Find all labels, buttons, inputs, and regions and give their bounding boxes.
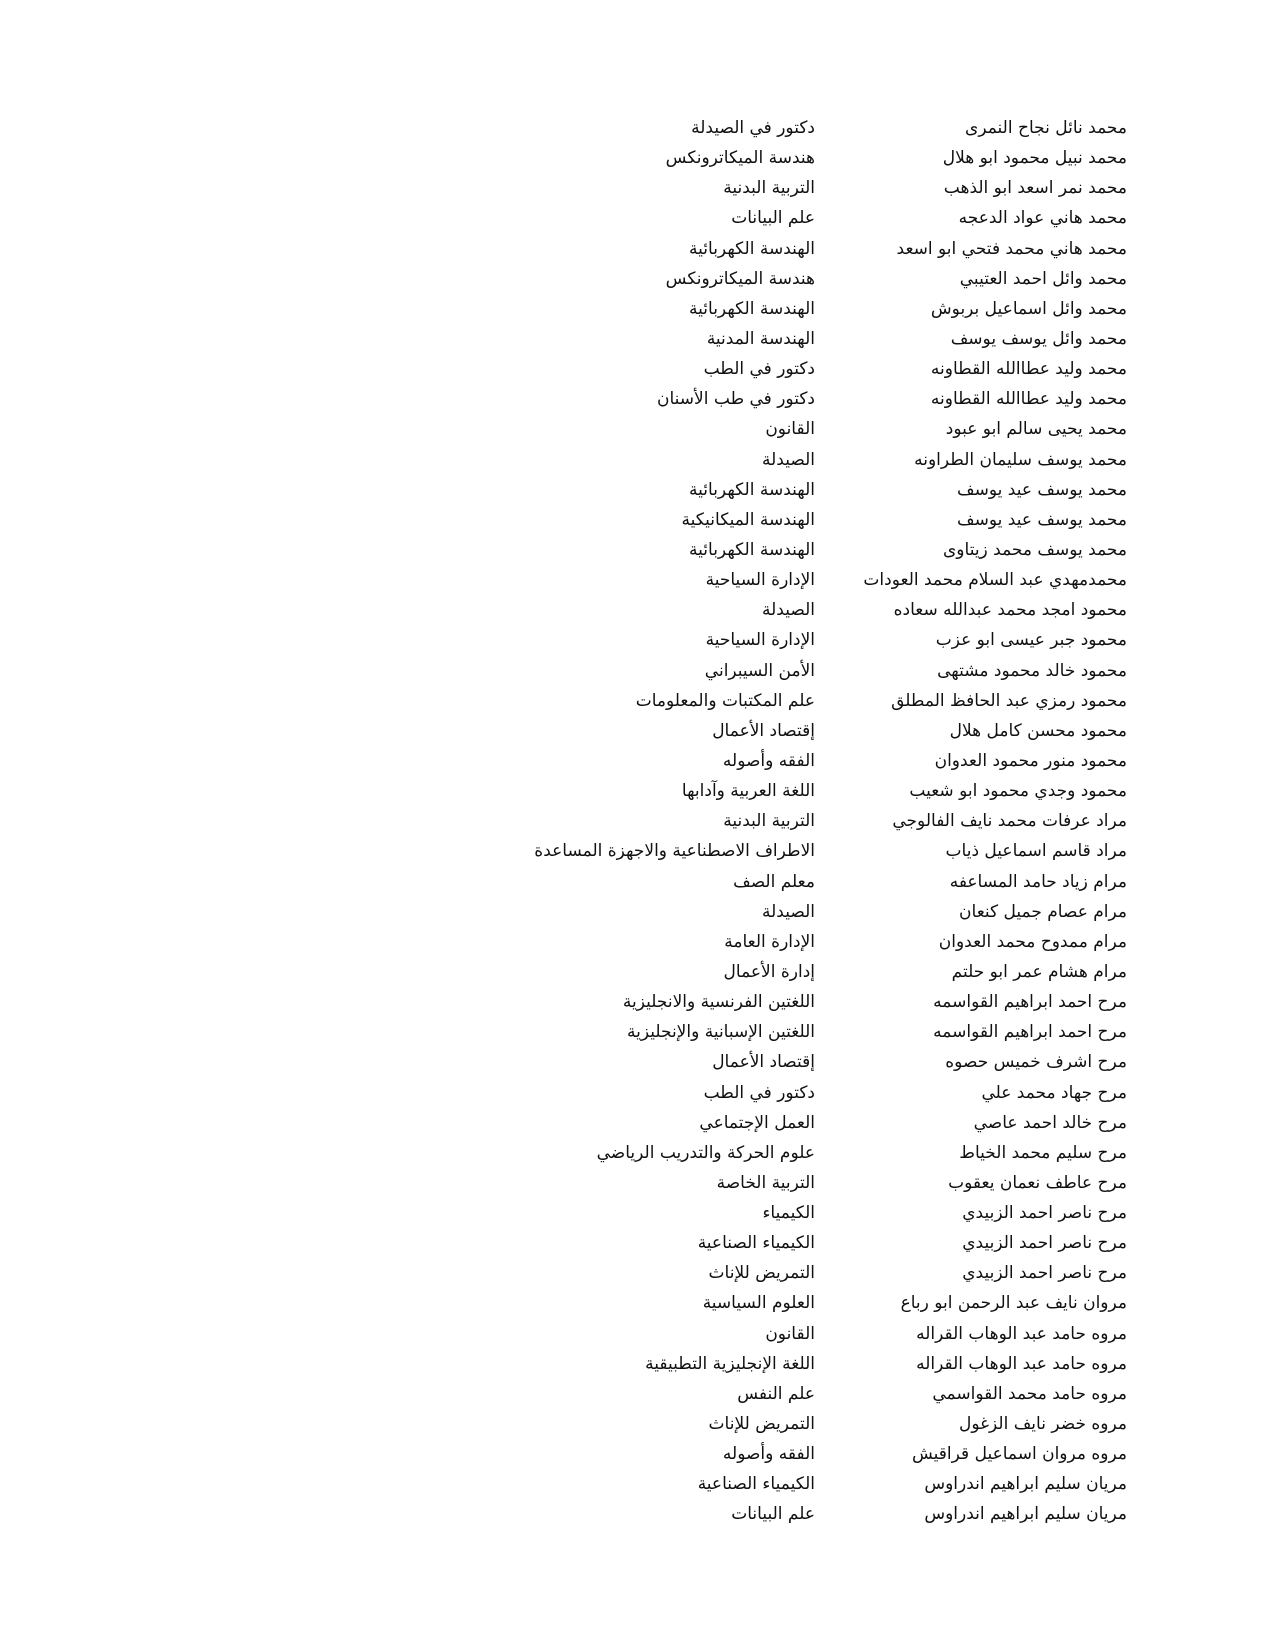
list-item: [0, 234, 1275, 264]
list-item: [0, 173, 1275, 203]
student-name: مرح عاطف نعمان يعقوب: [948, 1172, 1127, 1193]
student-major: إقتصاد الأعمال: [712, 1052, 815, 1073]
student-major: الهندسة الكهربائية: [689, 479, 815, 500]
student-name: محمد نبيل محمود ابو هلال: [942, 148, 1127, 169]
list-item: [0, 987, 1275, 1017]
student-name: محمد يوسف عيد يوسف: [957, 479, 1127, 500]
student-major: الإدارة العامة: [724, 931, 815, 952]
student-major: الكيمياء: [762, 1203, 815, 1224]
student-name: مرح سليم محمد الخياط: [959, 1142, 1127, 1163]
list-item: [0, 716, 1275, 746]
list-item: [0, 1228, 1275, 1258]
list-item: [0, 746, 1275, 776]
list-item: [0, 324, 1275, 354]
student-name: محمد وليد عطاالله القطاونه: [930, 359, 1127, 380]
list-item: [0, 143, 1275, 173]
student-major: التربية البدنية: [723, 178, 815, 199]
student-name: محمود جبر عيسى ابو عزب: [935, 630, 1127, 651]
student-name: محمد هاني محمد فتحي ابو اسعد: [896, 238, 1127, 259]
student-name: محمد نمر اسعد ابو الذهب: [943, 178, 1127, 199]
student-major: إقتصاد الأعمال: [712, 720, 815, 741]
student-name: محمد هاني عواد الدعجه: [958, 208, 1127, 229]
list-item: [0, 1108, 1275, 1138]
list-item: [0, 264, 1275, 294]
student-major: الهندسة المدنية: [706, 328, 815, 349]
student-major: التربية البدنية: [723, 811, 815, 832]
student-name: محمود خالد محمود مشتهى: [937, 660, 1127, 681]
student-major: الهندسة الكهربائية: [689, 539, 815, 560]
student-major: الأمن السيبراني: [704, 660, 815, 681]
student-name: مرح ناصر احمد الزبيدي: [962, 1233, 1127, 1254]
list-item: [0, 897, 1275, 927]
student-name: مرح جهاد محمد علي: [981, 1082, 1127, 1103]
student-name: محمد نائل نجاح النمرى: [965, 118, 1127, 138]
student-name: مروه مروان اسماعيل قراقيش: [912, 1444, 1127, 1465]
student-major: القانون: [765, 1323, 815, 1344]
list-item: [0, 1469, 1275, 1499]
student-name: مرح ناصر احمد الزبيدي: [962, 1263, 1127, 1284]
list-item: [0, 595, 1275, 625]
student-name: محمد يوسف محمد زيتاوى: [943, 539, 1127, 560]
list-item: [0, 1017, 1275, 1047]
list-item: [0, 203, 1275, 233]
list-item: [0, 414, 1275, 444]
student-name: مريان سليم ابراهيم اندراوس: [924, 1474, 1127, 1495]
student-major: الهندسة الكهربائية: [689, 238, 815, 259]
student-major: الصيدلة: [762, 901, 815, 922]
student-name: محمود امجد محمد عبدالله سعاده: [893, 600, 1127, 621]
list-item: [0, 1168, 1275, 1198]
list-item: [0, 1258, 1275, 1288]
list-item: [0, 806, 1275, 836]
student-major: الصيدلة: [762, 600, 815, 621]
student-major: هندسة الميكاترونكس: [665, 268, 815, 289]
student-major: التمريض للإناث: [708, 1414, 815, 1435]
student-name: محمد يوسف سليمان الطراونه: [914, 449, 1127, 470]
list-item: [0, 535, 1275, 565]
student-name: مروه خضر نايف الزغول: [959, 1414, 1127, 1435]
list-item: [0, 384, 1275, 414]
list-item: [0, 656, 1275, 686]
student-name: مروه حامد عبد الوهاب القراله: [916, 1353, 1127, 1374]
student-name: مرام زياد حامد المساعفه: [949, 871, 1127, 892]
student-major: الإدارة السياحية: [705, 570, 815, 591]
student-name: مرام عصام جميل كنعان: [959, 901, 1127, 922]
student-name: مرام ممدوح محمد العدوان: [938, 931, 1127, 952]
student-name: محمد وائل اسماعيل بربوش: [930, 298, 1127, 319]
student-major: علوم الحركة والتدريب الرياضي: [596, 1142, 815, 1163]
list-item: [0, 867, 1275, 897]
student-major: الكيمياء الصناعية: [697, 1474, 815, 1495]
list-item: [0, 113, 1275, 143]
student-major: دكتور في الطب: [703, 1082, 815, 1103]
student-major: الاطراف الاصطناعية والاجهزة المساعدة: [534, 841, 815, 862]
student-name: محمد وليد عطاالله القطاونه: [930, 389, 1127, 410]
student-name: مروه حامد عبد الوهاب القراله: [916, 1323, 1127, 1344]
student-major: اللغة العربية وآدابها: [681, 781, 815, 802]
student-major: دكتور في الصيدلة: [691, 118, 815, 138]
list-item: [0, 686, 1275, 716]
student-name: مراد قاسم اسماعيل ذياب: [945, 841, 1127, 862]
student-major: التمريض للإناث: [708, 1263, 815, 1284]
student-major: الهندسة الكهربائية: [689, 298, 815, 319]
student-name: مريان سليم ابراهيم اندراوس: [924, 1504, 1127, 1525]
student-name: مرام هشام عمر ابو حلتم: [951, 961, 1127, 982]
list-item: [0, 1319, 1275, 1349]
student-name: محمد يحيى سالم ابو عبود: [945, 419, 1127, 440]
student-name: محمد يوسف عيد يوسف: [957, 509, 1127, 530]
student-name: محمود رمزي عبد الحافظ المطلق: [891, 690, 1127, 711]
student-major: القانون: [765, 419, 815, 440]
student-major: علم النفس: [737, 1383, 815, 1404]
student-name: مرح احمد ابراهيم القواسمه: [933, 992, 1127, 1013]
student-major: اللغتين الفرنسية والانجليزية: [622, 992, 815, 1013]
list-item: [0, 776, 1275, 806]
student-major: العلوم السياسية: [702, 1293, 815, 1314]
list-item: [0, 354, 1275, 384]
list-item: [0, 625, 1275, 655]
list-item: [0, 1499, 1275, 1529]
student-name: مراد عرفات محمد نايف الفالوجي: [892, 811, 1127, 832]
student-name: محمود وجدي محمود ابو شعيب: [909, 781, 1127, 802]
student-major: معلم الصف: [733, 871, 815, 892]
list-item: [0, 1198, 1275, 1228]
student-name: مروان نايف عبد الرحمن ابو رباع: [900, 1293, 1127, 1314]
list-item: [0, 445, 1275, 475]
student-major: دكتور في طب الأسنان: [657, 389, 815, 410]
student-major: الفقه وأصوله: [722, 1444, 815, 1465]
student-major: الكيمياء الصناعية: [697, 1233, 815, 1254]
student-name: مرح خالد احمد عاصي: [973, 1112, 1127, 1133]
student-major: اللغتين الإسبانية والإنجليزية: [626, 1022, 815, 1043]
list-item: [0, 1047, 1275, 1077]
list-item: [0, 1349, 1275, 1379]
list-item: [0, 836, 1275, 866]
student-name: مرح اشرف خميس حصوه: [945, 1052, 1127, 1073]
student-major: الصيدلة: [762, 449, 815, 470]
list-item: [0, 957, 1275, 987]
student-major: علم البيانات: [731, 208, 815, 229]
student-major: العمل الإجتماعي: [699, 1112, 815, 1133]
list-item: [0, 1379, 1275, 1409]
student-major: هندسة الميكاترونكس: [665, 148, 815, 169]
list-item: [0, 505, 1275, 535]
student-name: محمود محسن كامل هلال: [949, 720, 1127, 741]
list-item: [0, 1288, 1275, 1318]
list-item: [0, 294, 1275, 324]
list-item: [0, 1078, 1275, 1108]
student-major: إدارة الأعمال: [723, 961, 815, 982]
student-major: علم البيانات: [731, 1504, 815, 1525]
student-name: محمدمهدي عبد السلام محمد العودات: [863, 570, 1127, 591]
student-name: محمود منور محمود العدوان: [934, 750, 1127, 771]
list-item: [0, 927, 1275, 957]
list-item: [0, 475, 1275, 505]
student-major: دكتور في الطب: [703, 359, 815, 380]
graduates-list: [0, 113, 1275, 1530]
student-name: مرح ناصر احمد الزبيدي: [962, 1203, 1127, 1224]
student-major: اللغة الإنجليزية التطبيقية: [645, 1353, 815, 1374]
student-major: الهندسة الميكانيكية: [681, 509, 815, 530]
student-name: مروه حامد محمد القواسمي: [932, 1383, 1127, 1404]
list-item: [0, 1138, 1275, 1168]
student-major: التربية الخاصة: [716, 1172, 815, 1193]
student-name: مرح احمد ابراهيم القواسمه: [933, 1022, 1127, 1043]
student-major: الإدارة السياحية: [705, 630, 815, 651]
list-item: [0, 565, 1275, 595]
student-major: الفقه وأصوله: [722, 750, 815, 771]
student-major: علم المكتبات والمعلومات: [635, 690, 815, 711]
student-name: محمد وائل يوسف يوسف: [950, 328, 1127, 349]
list-item: [0, 1439, 1275, 1469]
list-item: [0, 1409, 1275, 1439]
student-name: محمد وائل احمد العتيبي: [959, 268, 1127, 289]
